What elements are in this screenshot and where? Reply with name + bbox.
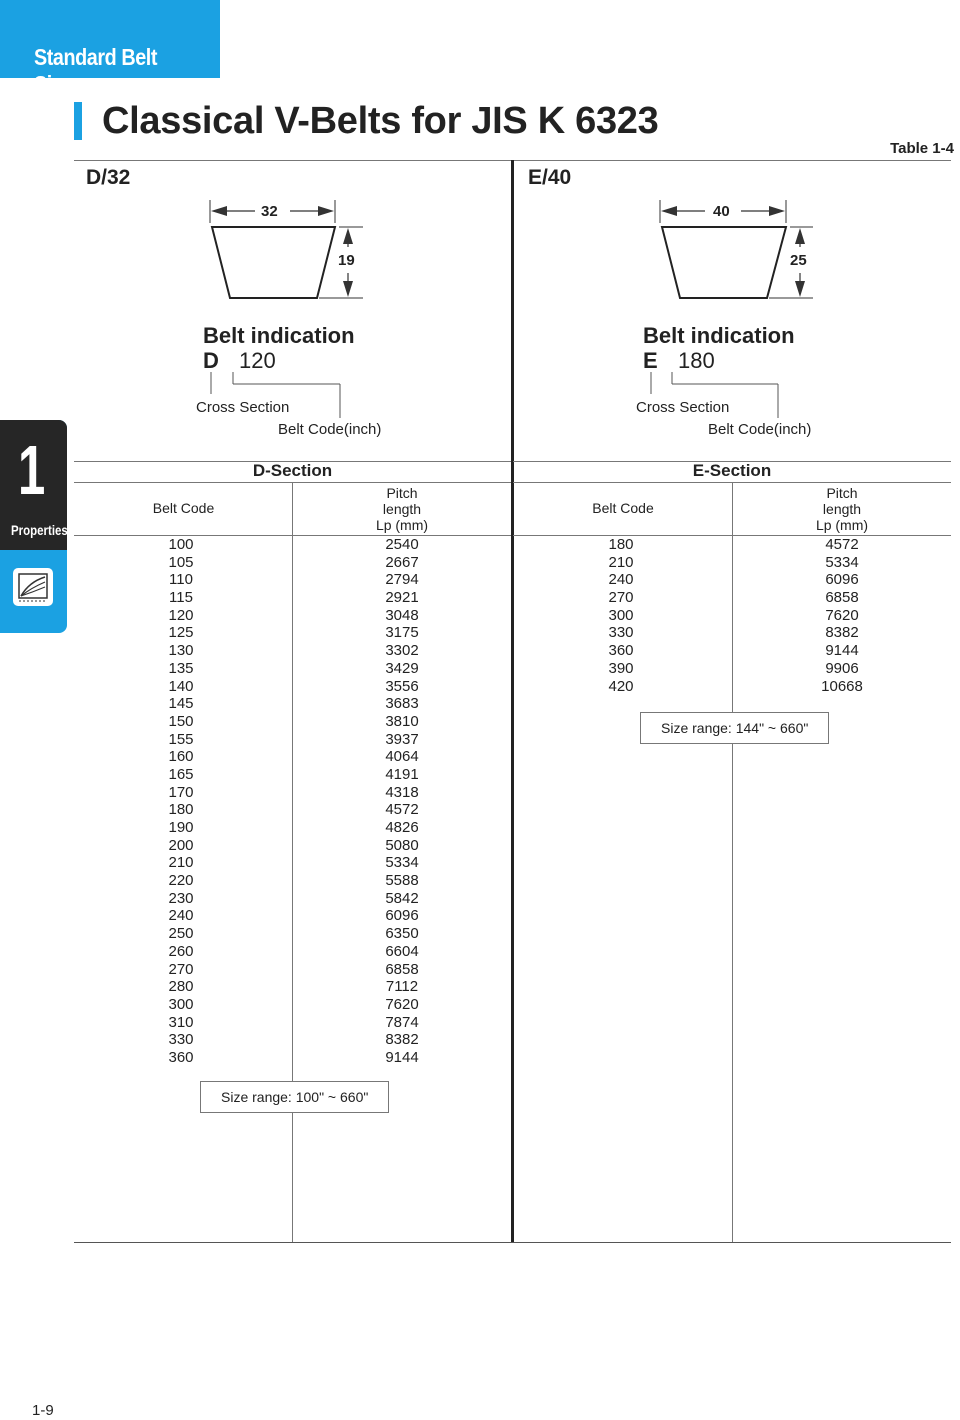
e-width-label: 40 <box>713 203 730 220</box>
d-belt-code-cell: 110 <box>169 571 193 589</box>
side-tab-number: 1 <box>18 431 46 509</box>
e-pitch-length-cell: 5334 <box>825 553 859 571</box>
d-belt-code-cell: 230 <box>168 889 194 907</box>
d-belt-code-cell: 135 <box>168 659 194 677</box>
d-section-title: D-Section <box>252 461 333 480</box>
d-belt-indication-title: Belt indication <box>203 323 355 348</box>
d-belt-code-cell: 170 <box>168 783 194 801</box>
e-height-label: 25 <box>790 252 807 269</box>
d-width-label: 32 <box>261 203 278 220</box>
e-belt-code-cell: 420 <box>608 677 634 695</box>
d-belt-code-cell: 130 <box>168 642 194 660</box>
d-belt-code-cell: 115 <box>169 589 193 607</box>
d-belt-code-cell: 200 <box>168 836 194 854</box>
d-pitch-length-cell: 3810 <box>385 712 419 730</box>
d-pitch-length-cell: 5080 <box>385 836 419 854</box>
e-belt-code-cell: 180 <box>608 536 634 553</box>
e-pitch-length-cell: 6096 <box>825 571 859 589</box>
d-pitch-length-cell: 3683 <box>385 695 419 713</box>
d-belt-code-cell: 310 <box>168 1013 194 1031</box>
e-cross-section-label: Cross Section <box>636 399 730 416</box>
d-pitch-length-cell: 3556 <box>385 677 419 695</box>
d-pitch-length-cell: 2794 <box>385 571 419 589</box>
side-tab-label: Properties <box>11 522 68 538</box>
d-pitch-length-cell: 8382 <box>385 1031 419 1049</box>
center-divider <box>511 160 514 1243</box>
d-pitch-length-cell: 6604 <box>385 942 419 960</box>
d-belt-code-cell: 120 <box>168 606 194 624</box>
d-pitch-length-cell: 7874 <box>385 1013 419 1031</box>
e-pitch-length-cell: 7620 <box>825 606 859 624</box>
d-pitch-length-cell: 3429 <box>385 659 419 677</box>
e-pitch-length-cell: 8382 <box>825 624 859 642</box>
e-size-range: Size range: 144" ~ 660" <box>640 712 829 744</box>
e-belt-code-inch-label: Belt Code(inch) <box>708 421 812 438</box>
page-number: 1-9 <box>32 1402 54 1419</box>
d-col-pitch-line3: Lp (mm) <box>375 517 429 533</box>
d-belt-code-cell: 210 <box>168 854 194 872</box>
e-pitch-length-cell: 6858 <box>825 589 859 607</box>
d-code-number: 120 <box>239 348 276 373</box>
d-belt-code-cell: 220 <box>168 872 194 890</box>
d-cross-section-label: Cross Section <box>196 399 290 416</box>
d-belt-code-cell: 360 <box>168 1048 194 1066</box>
header-tab-label: Standard Belt Sizes <box>34 44 158 97</box>
e-belt-diagram <box>655 195 825 305</box>
d-belt-code-cell: 100 <box>168 536 194 553</box>
d-pitch-length-cell: 3048 <box>385 606 419 624</box>
d-pitch-length-cell: 3302 <box>385 642 419 660</box>
d-col-pitch-line1: Pitch <box>386 485 418 501</box>
e-belt-code-cell: 330 <box>608 624 634 642</box>
d-belt-code-cell: 300 <box>168 995 194 1013</box>
d-belt-codes-column <box>74 536 288 1067</box>
d-pitch-length-cell: 6858 <box>385 960 419 978</box>
d-pitch-length-cell: 2921 <box>385 589 419 607</box>
header-tab <box>0 0 220 97</box>
d-size-range: Size range: 100" ~ 660" <box>200 1081 389 1113</box>
e-belt-code-cell: 270 <box>608 589 634 607</box>
title-accent-bar <box>74 102 82 140</box>
d-pitch-length-cell: 3175 <box>385 624 419 642</box>
d-col-pitch-length <box>293 485 511 533</box>
e-belt-code-cell: 360 <box>608 642 634 660</box>
e-pitch-length-cell: 9906 <box>825 659 859 677</box>
e-pitch-length-cell: 10668 <box>821 677 863 695</box>
d-belt-code-cell: 260 <box>168 942 194 960</box>
d-pitch-length-cell: 2540 <box>385 536 419 553</box>
e-belt-code-cell: 210 <box>608 553 634 571</box>
e-col-pitch-line1: Pitch <box>826 485 858 501</box>
d-belt-code-cell: 140 <box>168 677 194 695</box>
d-pitch-length-cell: 6350 <box>385 925 419 943</box>
bottom-rule <box>74 1242 951 1243</box>
page-title: Classical V-Belts for JIS K 6323 <box>102 100 659 142</box>
d-belt-code-cell: 250 <box>168 925 194 943</box>
d-pitch-length-cell: 5842 <box>385 889 419 907</box>
d-belt-diagram <box>205 195 375 305</box>
d-pitch-length-cell: 9144 <box>385 1048 419 1066</box>
d-pitch-length-cell: 3937 <box>385 730 419 748</box>
d-pitch-length-cell: 4191 <box>385 765 419 783</box>
d-belt-code-cell: 155 <box>168 730 194 748</box>
d-height-label: 19 <box>338 252 355 269</box>
d-belt-code-cell: 270 <box>168 960 194 978</box>
e-section-title: E-Section <box>692 461 772 480</box>
d-pitch-lengths-column <box>293 536 511 1067</box>
e-code-letter: E <box>643 348 658 373</box>
e-belt-indication-title: Belt indication <box>643 323 795 348</box>
d-belt-code-cell: 240 <box>168 907 194 925</box>
e-pitch-length-cell: 4572 <box>825 536 859 553</box>
d-belt-code-cell: 280 <box>168 978 194 996</box>
d-belt-code-cell: 190 <box>168 819 194 836</box>
e-col-pitch-line3: Lp (mm) <box>815 517 869 533</box>
e-pitch-length-cell: 9144 <box>825 642 859 660</box>
d-pitch-length-cell: 6096 <box>385 907 419 925</box>
d-belt-code-cell: 180 <box>168 801 194 819</box>
d-belt-code-cell: 165 <box>168 765 194 783</box>
d-pitch-length-cell: 4064 <box>385 748 419 766</box>
d-pitch-length-cell: 4572 <box>385 801 419 819</box>
d-belt-code-inch-label: Belt Code(inch) <box>278 421 382 438</box>
e-col-pitch-length <box>733 485 951 533</box>
d-belt-code-cell: 160 <box>168 748 194 766</box>
d-pitch-length-cell: 4826 <box>385 819 419 836</box>
d-belt-code-cell: 150 <box>168 712 194 730</box>
e-belt-code-cell: 300 <box>608 606 634 624</box>
e-code-number: 180 <box>678 348 715 373</box>
d-pitch-length-cell: 7112 <box>385 978 419 996</box>
d-pitch-length-cell: 5588 <box>385 872 419 890</box>
e-pitch-lengths-column <box>733 536 951 695</box>
table-label: Table 1-4 <box>890 140 954 157</box>
e-col-pitch-line2: length <box>822 501 862 517</box>
d-code-letter: D <box>203 348 219 373</box>
d-pitch-length-cell: 5334 <box>385 854 419 872</box>
e-col-belt-code: Belt Code <box>592 500 654 516</box>
e-belt-code-cell: 240 <box>608 571 634 589</box>
d-belt-code-cell: 145 <box>168 695 194 713</box>
e-belt-codes-column <box>513 536 729 695</box>
d-belt-code-cell: 125 <box>168 624 194 642</box>
d-section-label: D/32 <box>86 166 131 189</box>
d-col-pitch-line2: length <box>382 501 422 517</box>
d-pitch-length-cell: 4318 <box>385 783 419 801</box>
d-belt-code-cell: 105 <box>168 553 194 571</box>
d-pitch-length-cell: 7620 <box>385 995 419 1013</box>
e-belt-code-cell: 390 <box>608 659 634 677</box>
d-belt-code-cell: 330 <box>168 1031 194 1049</box>
d-col-belt-code: Belt Code <box>152 500 215 516</box>
d-pitch-length-cell: 2667 <box>385 553 419 571</box>
e-section-label: E/40 <box>528 166 572 189</box>
chart-icon <box>13 568 53 606</box>
